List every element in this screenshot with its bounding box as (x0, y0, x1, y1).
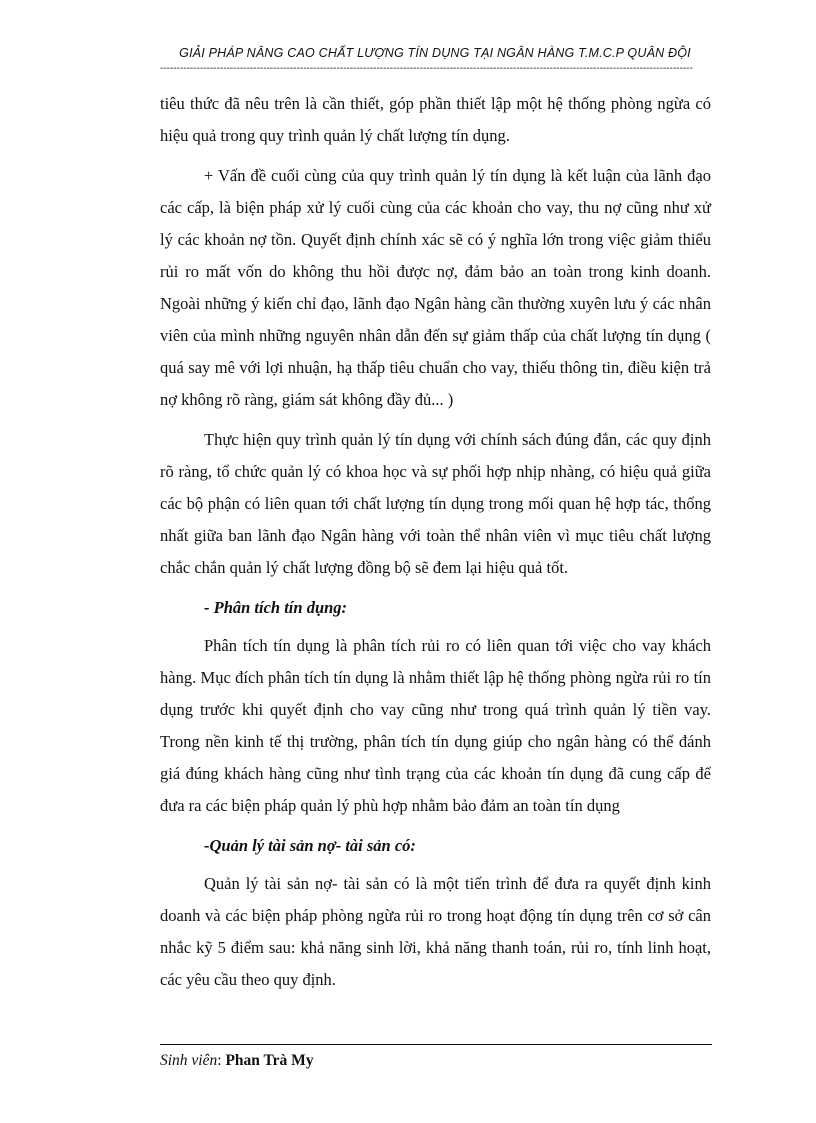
paragraph-credit-conclusion: + Vấn đề cuối cùng của quy trình quản lý tín dụng là kết luận của lãnh đạo các cấp, là biện pháp xử lý cuối cùng của các khoản cho vay, thu nợ cũng như xử lý các khoản nợ tồn. Quyết định chính xác sẽ có ý nghĩa lớn trong việc giảm thiểu rủi ro mất vốn do không thu hồi được nợ, đảm bảo an toàn trong kinh doanh. Ngoài những ý kiến chỉ đạo, lãnh đạo Ngân hàng cần thường xuyên lưu ý các nhân viên của mình những nguyên nhân dẫn đến sự giảm thấp của chất lượng tín dụng ( quá say mê với lợi nhuận, hạ thấp tiêu chuẩn cho vay, thiếu thông tin, điều kiện trả nợ không rõ ràng, giám sát không đầy đủ... ) (160, 166, 711, 409)
footer-student-label: Sinh viên (160, 1052, 218, 1069)
header-dashed-rule: ---------------------------------------------------------------------------------------------------------------------------------------------------------------- (160, 64, 693, 74)
page-footer: Sinh viên: Phan Trà My (160, 1052, 314, 1069)
document-body (160, 88, 711, 1004)
footer-student-name: Phan Trà My (225, 1052, 314, 1069)
paragraph-process-implementation: Thực hiện quy trình quản lý tín dụng với chính sách đúng đắn, các quy định rõ ràng, tổ chức quản lý có khoa học và sự phối hợp nhịp nhàng, có hiệu quả giữa các bộ phận có liên quan tới chất lượng tín dụng trong mối quan hệ hợp tác, thống nhất giữa ban lãnh đạo Ngân hàng với toàn thể nhân viên vì mục tiêu chất lượng chắc chắn quản lý chất lượng đồng bộ sẽ đem lại hiệu quả tốt. (160, 430, 711, 577)
footer-rule (160, 1044, 712, 1045)
paragraph-continuation: tiêu thức đã nêu trên là cần thiết, góp phần thiết lập một hệ thống phòng ngừa có hiệu quả trong quy trình quản lý chất lượng tín dụng. (160, 94, 711, 145)
section-heading-asset-liability: -Quản lý tài sản nợ- tài sản có: (204, 836, 416, 855)
section-heading-credit-analysis: - Phân tích tín dụng: (204, 598, 348, 617)
page-header-title: GIẢI PHÁP NÂNG CAO CHẤT LƯỢNG TÍN DỤNG TẠI NGÂN HÀNG T.M.C.P QUÂN ĐỘI (179, 46, 691, 60)
paragraph-asset-liability: Quản lý tài sản nợ- tài sản có là một tiến trình để đưa ra quyết định kinh doanh và các biện pháp phòng ngừa rủi ro trong hoạt động tín dụng trên cơ sở cân nhắc kỹ 5 điểm sau: khả năng sinh lời, khả năng thanh toán, rủi ro, tính linh hoạt, các yêu cầu theo quy định. (160, 874, 711, 989)
paragraph-credit-analysis: Phân tích tín dụng là phân tích rủi ro có liên quan tới việc cho vay khách hàng. Mục đích phân tích tín dụng là nhằm thiết lập hệ thống phòng ngừa rủi ro tín dụng trước khi quyết định cho vay cũng như trong quá trình quản lý tiền vay. Trong nền kinh tế thị trường, phân tích tín dụng giúp cho ngân hàng có thể đánh giá đúng khách hàng cũng như tình trạng của các khoản tín dụng đã cung cấp để đưa ra các biện pháp quản lý phù hợp nhằm bảo đảm an toàn tín dụng (160, 636, 711, 815)
